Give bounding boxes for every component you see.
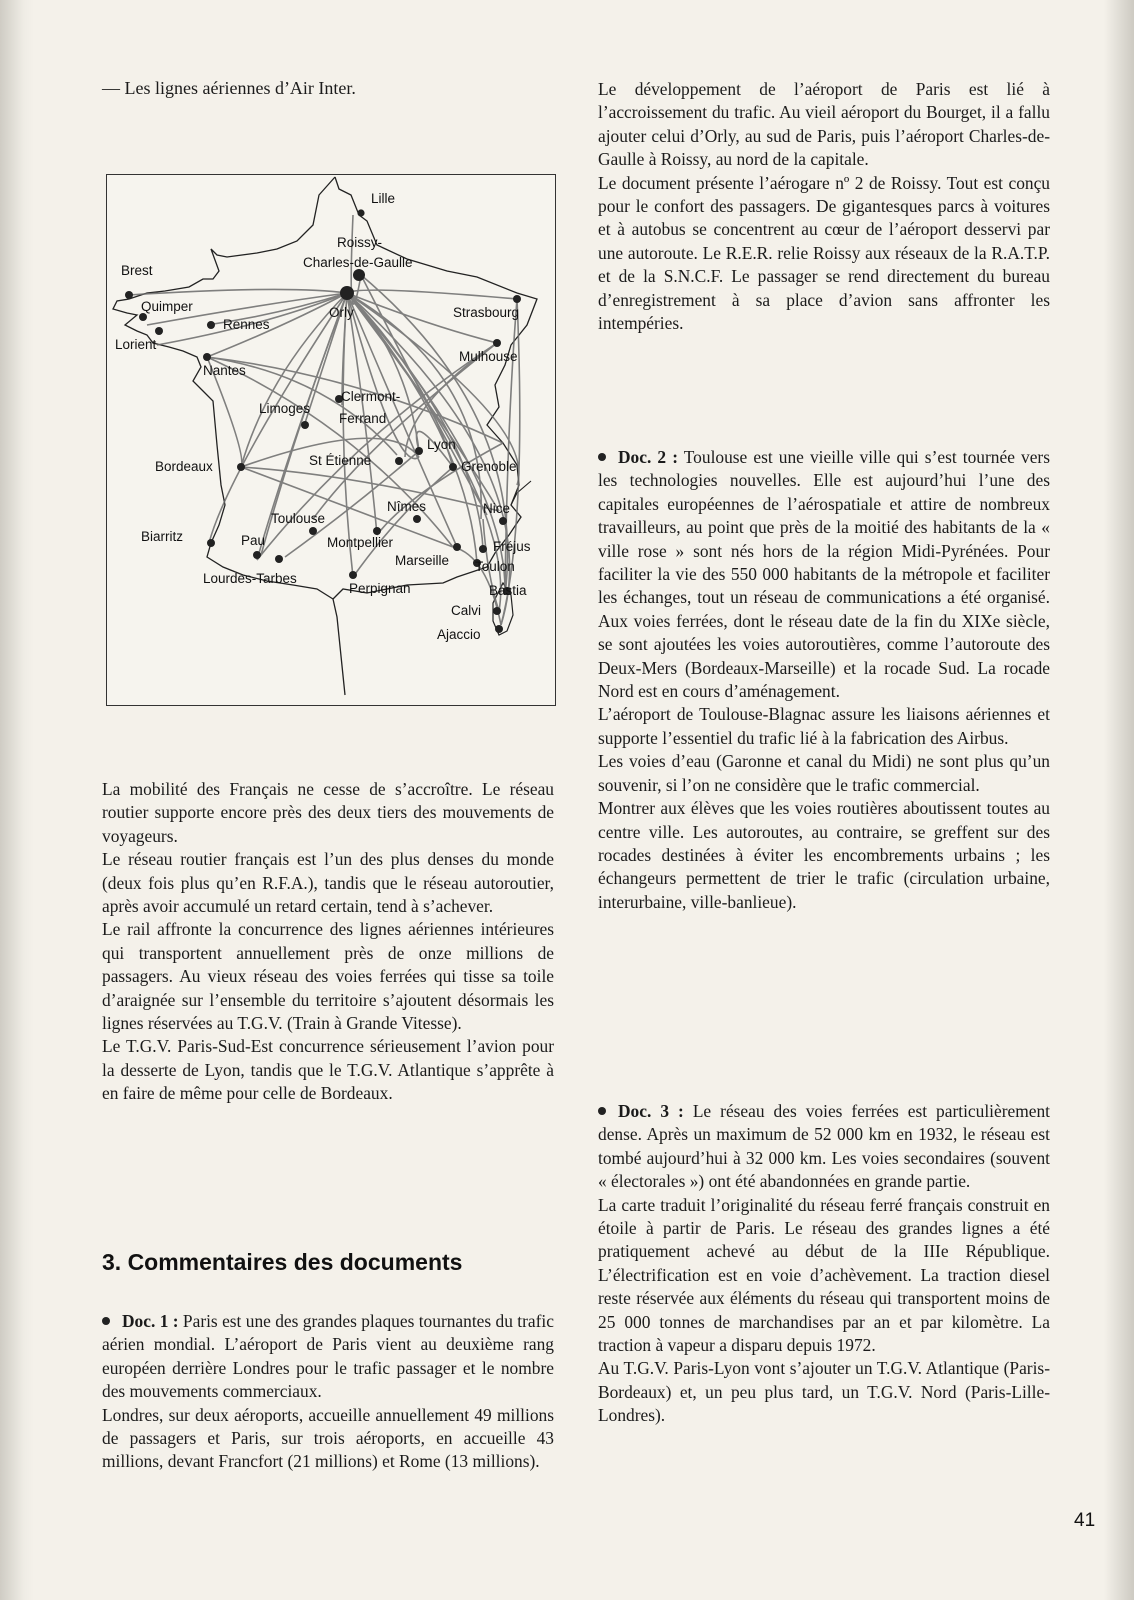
city-label: Lorient: [115, 337, 157, 352]
page-gutter-right: [1104, 0, 1134, 1600]
city-label: Clermont-: [341, 389, 401, 404]
city-label: Lyon: [427, 437, 456, 452]
doc2-paragraph-2: L’aéroport de Toulouse-Blagnac assure les liaisons aériennes et supporte l’essentiel du trafic lié à la fabrication des Airbus.: [598, 704, 1050, 748]
doc2-paragraph: [598, 446, 1050, 703]
air-routes-map: [106, 174, 556, 706]
city-label: Orly: [329, 305, 354, 320]
city-label: Pau: [241, 533, 266, 548]
left-column-body: [102, 778, 554, 1106]
bullet-icon: [598, 1107, 606, 1115]
paragraph: Le T.G.V. Paris-Sud-Est concurrence sérieusement l’avion pour la desserte de Lyon, tandis que le T.G.V. Atlantique s’apprête à en faire de même pour celle de Bordeaux.: [102, 1036, 554, 1104]
paragraph: Le réseau routier français est l’un des plus denses du monde (deux fois plus qu’en R.F.A.), tandis que le réseau autoroutier, après avoir accumulé un retard certain, tend à s’achever.: [102, 849, 554, 917]
right-column-intro: [598, 78, 1050, 335]
doc2-paragraph-3: Les voies d’eau (Garonne et canal du Midi) ne sont plus qu’un souvenir, si l’on ne considère que le trafic commercial.: [598, 751, 1050, 795]
doc1-label: Doc. 1 :: [122, 1311, 179, 1331]
city-label: Bastia: [489, 583, 527, 598]
city-label: Brest: [121, 263, 153, 278]
bullet-icon: [102, 1317, 110, 1325]
doc3-text: Le réseau des voies ferrées est particulièrement dense. Après un maximum de 52 000 km en 1932, le réseau est tombé aujourd’hui à 32 000 km. Les voies secondaires (souvent « électorales ») ont été abandonnées en grande partie.: [598, 1101, 1050, 1192]
paragraph: Le rail affronte la concurrence des lignes aériennes intérieures qui transportent annuellement près de onze millions de passagers. Au vieux réseau des voies ferrées qui tisse sa toile d’araignée sur l’ensemble du territoire s’ajoutent désormais les lignes réservées au T.G.V. (Train à Grande Vitesse).: [102, 919, 554, 1034]
doc3-commentary: [598, 1100, 1050, 1428]
city-label: Ajaccio: [437, 627, 481, 642]
page-gutter-left: [0, 0, 34, 1600]
city-label: Perpignan: [349, 581, 411, 596]
city-label: Limoges: [259, 401, 311, 416]
page-number: 41: [1074, 1510, 1096, 1531]
city-label: Montpellier: [327, 535, 394, 550]
city-label: Roissy-: [337, 235, 383, 250]
map-caption: — Les lignes aériennes d’Air Inter.: [102, 78, 356, 98]
city-label: Fréjus: [493, 539, 531, 554]
city-label: Toulon: [475, 559, 515, 574]
doc2-text: Toulouse est une vieille ville qui s’est tournée vers les technologies nouvelles. Elle est aujourd’hui l’une des capitales européennes de l’aérospatiale et attire de nombreux travailleurs, au point que près de la moitié des habitants de la « ville rose » sont nés hors de la région Midi-Pyrénées. Pour faciliter la vie des 550 000 habitants de la métropole et faciliter les échanges, tout un réseau de communications a été organisé. Aux voies ferrées, dont le réseau date de la fin du XIXe siècle, se sont ajoutées les voies autoroutières, comme l’autoroute des Deux-Mers (Bordeaux-Marseille) et la rocade Sud. La rocade Nord est en cours d’aménagement.: [598, 447, 1050, 702]
city-label: Lille: [371, 191, 396, 206]
doc1-paragraph: [102, 1310, 554, 1404]
paragraph: Le développement de l’aéroport de Paris est lié à l’accroissement du trafic. Au vieil aéroport du Bourget, il a fallu ajouter celui d’Orly, au sud de Paris, puis l’aéroport Charles-de-Gaulle à Roissy, au nord de la capitale.: [598, 79, 1050, 170]
city-label: Lourdes-Tarbes: [203, 571, 297, 586]
city-label: Mulhouse: [459, 349, 518, 364]
city-label: Charles-de-Gaulle: [303, 255, 413, 270]
doc1-paragraph-2: Londres, sur deux aéroports, accueille annuellement 49 millions de passagers et Paris, sur trois aéroports, en accueille 43 millions, devant Francfort (21 millions) et Rome (13 millions).: [102, 1404, 554, 1472]
bullet-icon: [598, 453, 606, 461]
city-label: Toulouse: [271, 511, 326, 526]
section-heading: 3. Commentaires des documents: [102, 1249, 463, 1275]
city-label: St Étienne: [309, 453, 372, 468]
doc2-paragraph-4: Montrer aux élèves que les voies routières aboutissent toutes au centre ville. Les autoroutes, au contraire, se greffent sur des rocades destinées à éviter les encombrements urbains ; les échangeurs permettent de trier le trafic (circulation urbaine, interurbaine, ville-banlieue).: [598, 798, 1050, 912]
paragraph: La mobilité des Français ne cesse de s’accroître. Le réseau routier supporte encore près des deux tiers des mouvements de voyageurs.: [102, 779, 554, 846]
city-label: Biarritz: [141, 529, 184, 544]
city-label: Nantes: [203, 363, 246, 378]
city-label: Rennes: [223, 317, 270, 332]
doc1-commentary: [102, 1310, 554, 1474]
doc3-paragraph-2: La carte traduit l’originalité du réseau ferré français construit en étoile à partir de Paris. Le réseau des grandes lignes a été pratiquement achevé au début de la IIIe République. L’électrification est en voie d’achèvement. La traction diesel reste réservée aux éléments du réseau qui transportent moins de 25 000 tonnes de marchandises par an et par kilomètre. La traction à vapeur a disparu depuis 1972.: [598, 1194, 1050, 1356]
city-label: Strasbourg: [453, 305, 520, 320]
doc2-commentary: [598, 446, 1050, 914]
city-label: Ferrand: [339, 411, 387, 426]
city-label: Calvi: [451, 603, 482, 618]
doc1-text: Paris est une des grandes plaques tournantes du trafic aérien mondial. L’aéroport de Paris vient au deuxième rang européen derrière Londres pour le trafic passager et le nombre des mouvements commerciaux.: [102, 1311, 554, 1402]
paragraph: Le document présente l’aérogare nº 2 de Roissy. Tout est conçu pour le confort des passagers. De gigantesques parcs à voitures et à autobus se concentrent au cœur de l’aéroport desservi par une autoroute. Le R.E.R. relie Roissy aux réseaux de la R.A.T.P. et de la S.N.C.F. Le passager se rend directement du bureau d’enregistrement à sa place d’avion sans affronter les intempéries.: [598, 172, 1050, 334]
city-label: Grenoble: [461, 459, 517, 474]
doc3-paragraph: [598, 1100, 1050, 1194]
doc2-label: Doc. 2 :: [618, 447, 678, 467]
city-label: Bordeaux: [155, 459, 213, 474]
doc3-label: Doc. 3 :: [618, 1101, 684, 1121]
city-label: Nîmes: [387, 499, 427, 514]
city-label: Nice: [483, 501, 511, 516]
city-label: Quimper: [141, 299, 193, 314]
doc3-paragraph-3: Au T.G.V. Paris-Lyon vont s’ajouter un T.G.V. Atlantique (Paris-Bordeaux) et, un peu plus tard, un T.G.V. Nord (Paris-Lille-Londres).: [598, 1358, 1050, 1426]
city-label: Marseille: [395, 553, 450, 568]
